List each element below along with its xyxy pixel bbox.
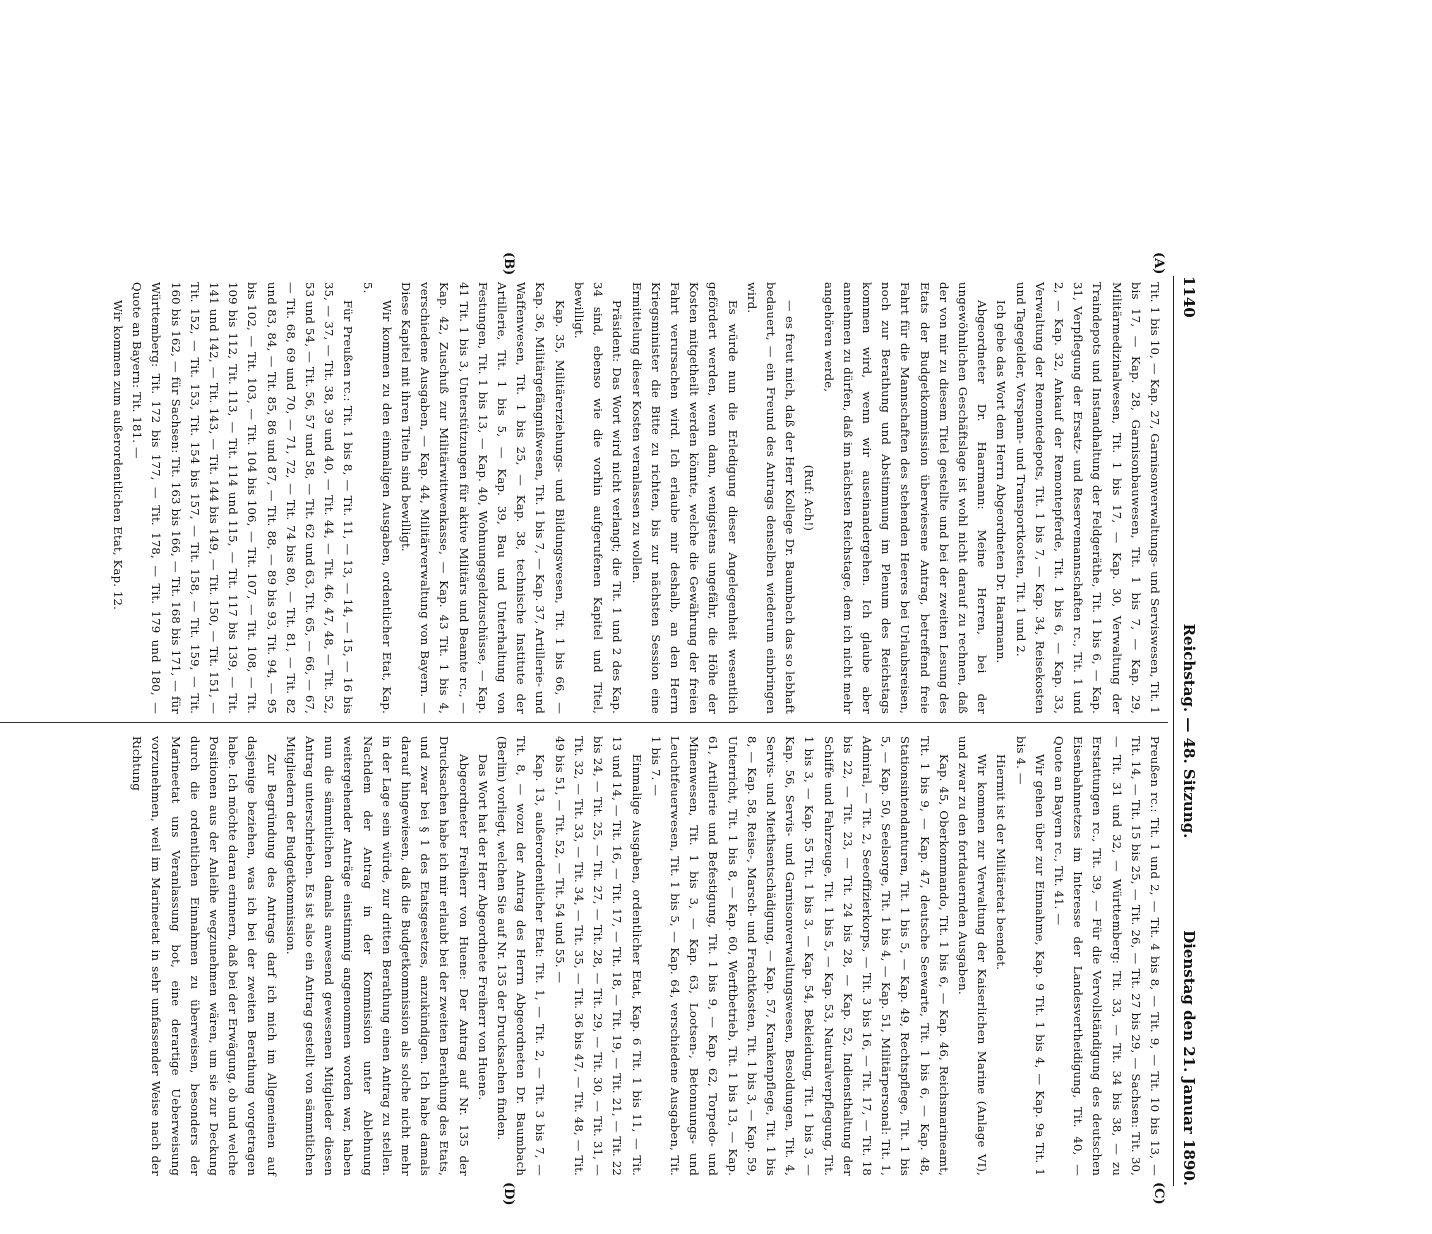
margin-mark-c: (C): [1151, 1182, 1166, 1205]
paragraph: Preußen rc.: Tit. 1 und 2, — Tit. 4 bis 8, — Tit. 9, — Tit. 10 bis 13, — Tit. 14, — Tit. 15 bis 25, — Tit. 26, — Tit. 27 bis 29, — Sachsen: Tit. 30, — Tit. 31 und 32, — Württemberg: Tit. 33, — Tit. 34 bis 38, — zu Erstattungen rc., Tit. 39, — Für die Vervollständigung des deutschen Eisenbahnnetzes im Interesse der Landesvertheidigung, Tit. 40, — Quote an Bayern rc., Tit. 41. —: [1051, 736, 1162, 1176]
paragraph: Zur Begründung des Antrags darf ich mich im Allgemeinen auf dasjenige beziehen, was ich bei der zweiten Berathung vorgetragen habe. Ich möchte daran erinnern, daß bei der Erwägung, ob und welche Positionen aus der Anleihe wegzunehmen wären, um sie zur Deckung durch die ordentlichen Einnahmen zu überweisen, besonders der Marineetat uns Veranlassung bot, eine derartige Ueberweisung vorzunehmen, weil im Marineetat in sehr umfassender Weise nach der Richtung: [130, 736, 279, 1176]
page-date: Dienstag den 21. Januar 1890.: [1180, 930, 1198, 1186]
page-number: 1140: [1180, 276, 1198, 318]
paragraph: Einmalige Ausgaben, ordentlicher Etat, Kap. 6 Tit. 1 bis 11, — Tit. 13 und 14, — Tit. 16, — Tit. 17, — Tit. 18, — Tit. 19, — Tit. 21, — Tit. 22 bis 24, — Tit. 25, — Tit. 27, — Tit. 28, — Tit. 29, — Tit. 30, — Tit. 31, — Tit. 32, — Tit. 33, — Tit. 34, — Tit. 35, — Tit. 36 bis 47, — Tit. 48, — Tit. 49 bis 51, — Tit. 52, — Tit. 54 und 55. —: [552, 736, 644, 1176]
page-header: [1178, 276, 1198, 1186]
paragraph: Ich gebe das Wort dem Herrn Abgeordneten Dr. Haarmann.: [994, 300, 1009, 664]
paragraph: Präsident: Das Wort wird nicht verlangt; die Tit. 1 und 2 des Kap. 34 sind, ebenso wie die vorhin aufgerufenen Kapitel und Titel, bewilligt.: [571, 282, 625, 714]
paragraph: — es freut mich, daß der Herr Kollege Dr. Baumbach das so lebhaft bedauert, — ein Freund des Antrags denselben wiederum einbringen wird.: [744, 282, 798, 714]
paragraph: Wir kommen zur Verwaltung der Kaiserlichen Marine (Anlage VI), und zwar zu den fortdauernden Ausgaben.: [955, 736, 990, 1176]
page-title: Reichstag. — 48. Sitzung.: [1180, 623, 1198, 839]
paragraph: Wir gehen über zur Einnahme, Kap. 9 Tit. 1 bis 4, — Kap. 9a Tit. 1 bis 4. —: [1013, 736, 1047, 1176]
paragraph: Wir kommen zum außerordentlichen Etat, Kap. 12.: [111, 300, 126, 611]
paragraph: Kap. 13, außerordentlicher Etat: Tit. 1, — Tit. 2, — Tit. 3 bis 7, — Tit. 8, — wozu der Antrag des Herrn Abgeordneten Dr. Baumbach (Berlin) vorliegt, welchen Sie auf Nr. 135 der Drucksachen finden.: [495, 736, 548, 1176]
header-rule: [1173, 276, 1174, 1186]
paragraph: Das Wort hat der Herr Abgeordnete Freiherr von Huene.: [475, 754, 490, 1101]
margin-mark-d: (D): [501, 1182, 516, 1206]
interjection: (Ruf: Ach!): [802, 464, 817, 532]
paragraph: Es würde nun die Erledigung dieser Angelegenheit wesentlich gefördert werden, wenn dann, wenigstens ungefähr, die Höhe der Kosten mitgetheilt werden könnte, welche die Gewährung der freien Fahrt verursachen wird. Ich erlaube mir deshalb, an den Herrn Kriegsminister die Bitte zu richten, bis zur nächsten Session eine Ermittelung dieser Kosten veranlassen zu wollen.: [629, 282, 740, 714]
right-column: [127, 736, 1164, 1176]
left-column: [108, 282, 1164, 714]
paragraph: Tit. 1 bis 10, — Kap. 27, Garnisonverwaltungs- und Serviswesen, Tit. 1 bis 17, — Kap. 28, Garnisonbauwesen, Tit. 1 bis 7, — Kap. 29, Militärmedizinalwesen, Tit. 1 bis 17, — Kap. 30, Verwaltung der Traindepots und Instandhaltung der Feldgeräthe, Tit. 1 bis 6, — Kap. 31, Verpflegung der Ersatz- und Reservemannschaften rc., Tit. 1 und 2, — Kap. 32, Ankauf der Remontepferde, Tit. 1 bis 6, — Kap. 33, Verwaltung der Remontedepots, Tit. 1 bis 7, — Kap. 34, Reisekosten und Tagegelder, Vorspann- und Transportkosten, Tit. 1 und 2.: [1013, 282, 1162, 714]
paragraph: Abgeordneter Freiherr von Huene: Der Antrag auf Nr. 135 der Drucksachen habe ich mir erlaubt bei der zweiten Berathung des Etats, und zwar bei § 1 des Etatsgesetzes, anzukündigen. Ich habe damals darauf hingewiesen, daß die Budgetkommission als solche nicht mehr in der Lage sein würde, zur dritten Berathung einen Antrag zu stellen. Nachdem der Antrag in der Kommission unter Ablehnung weitergehender Anträge einstimmig angenommen worden war, haben nun die sämmtlichen damals anwesend gewesenen Mitglieder diesen Antrag unterschrieben. Es ist also ein Antrag gestellt von sämmtlichen Mitgliedern der Budgetkommission.: [283, 736, 471, 1176]
paragraph: Kap. 45, Oberkommando, Tit. 1 bis 6, — Kap. 46, Reichsmarineamt, Tit. 1 bis 9, — Kap. 47, deutsche Seewarte, Tit. 1 bis 6, — Kap. 48, Stationsintendanturen, Tit. 1 bis 5, — Kap. 49, Rechtspflege, Tit. 1 bis 5, — Kap. 50, Seelsorge, Tit. 1 bis 4, — Kap. 51, Militärpersonal: Tit. 1, Admiral, — Tit. 2, Seeoffizierkorps, — Tit. 3 bis 16, — Tit. 17, — Tit. 18 bis 22, — Tit. 23, — Tit. 24 bis 28, — Kap. 52, Indiensthaltung der Schiffe und Fahrzeuge, Tit. 1 bis 5, — Kap. 53, Naturalverpflegung, Tit. 1 bis 3, — Kap. 55 Tit. 1 bis 3, — Kap. 54, Bekleidung, Tit. 1 bis 3, — Kap. 56, Servis- und Garnisonverwaltungswesen, Besoldungen, Tit. 4, Servis- und Miethsentschädigung, — Kap. 57, Krankenpflege, Tit. 1 bis 8, — Kap. 58, Reise-, Marsch- und Frachtkosten, Tit. 1 bis 3, — Kap. 59, Unterricht, Tit. 1 bis 8, — Kap. 60, Werftbetrieb, Tit. 1 bis 13, — Kap. 61, Artillerie und Befestigung, Tit. 1 bis 9, — Kap. 62, Torpedo- und Minenwesen, Tit. 1 bis 3, — Kap. 63, Lootsen-, Betonnungs- und Leuchtfeuerwesen, Tit. 1 bis 5, — Kap. 64, verschiedene Ausgaben, Tit. 1 bis 7. —: [648, 736, 951, 1176]
paragraph: Wir kommen zu den einmaligen Ausgaben, ordentlicher Etat, Kap. 5.: [360, 282, 394, 714]
margin-mark-a: (A): [1151, 252, 1166, 275]
paragraph: Kap. 35, Militärerziehungs- und Bildungswesen, Tit. 1 bis 66, — Kap. 36, Militärgefängnißwesen, Tit. 1 bis 7, — Kap. 37, Artillerie- und Waffenwesen, Tit. 1 bis 25, — Kap. 38, technische Institute der Artillerie, Tit. 1 bis 5, — Kap. 39, Bau und Unterhaltung von Festungen, Tit. 1 bis 13, — Kap. 40, Wohnungsgeldzuschüsse, — Kap. 41 Tit. 1 bis 3, Unterstützungen für aktive Militärs und Beamte rc., — Kap. 42, Zuschuß zur Militärwittwenkasse, — Kap. 43 Tit. 1 bis 4, verschiedene Ausgaben, — Kap. 44, Militärverwaltung von Bayern. — Diese Kapitel mit ihren Titeln sind bewilligt.: [399, 282, 567, 714]
paragraph: Abgeordneter Dr. Haarmann: Meine Herren, bei der ungewöhnlichen Geschäftslage ist wohl nicht darauf zu rechnen, daß der von mir zu diesem Titel gestellte und bei der zweiten Lesung des Etats der Budgetkommission überwiesene Antrag, betreffend freie Fahrt für die Mannschaften des stehenden Heeres bei Urlaubsreisen, noch zur Berathung und Abstimmung im Plenum des Reichstags kommen wird, wenn wir auseinandergehen. Ich glaube aber annehmen zu dürfen, daß im nächsten Reichstage, dem ich nicht mehr angehören werde,: [821, 282, 990, 714]
column-divider: [0, 722, 1168, 723]
rotated-page: [0, 216, 1216, 1216]
margin-mark-b: (B): [501, 252, 516, 276]
paragraph: Für Preußen rc.: Tit. 1 bis 8, — Tit. 11, — 13, — 14, — 15, — 16 bis 35, — 37, — Tit. 38, 39 und 40, — Tit. 44, — Tit. 46, 47, 48, — Tit. 52, 53 und 54, — Tit. 56, 57 und 58, — Tit. 62 und 63, Tit. 65, — 66, — 67, — Tit. 68, 69 und 70, — 71, 72, — Tit. 74 bis 80, — Tit. 81, — Tit. 82 und 83, 84, — Tit. 85, 86 und 87, — Tit. 88, — 89 bis 93, Tit. 94, — 95 bis 102, — Tit. 103, — Tit. 104 bis 106, — Tit. 107, — Tit. 108, — Tit. 109 bis 112, Tit. 113, — Tit. 114 und 115, — Tit. 117 bis 139, — Tit. 141 und 142, — Tit. 143, — Tit. 144 bis 149, — Tit. 150, — Tit. 151, — Tit. 152, — Tit. 153, Tit. 154 bis 157, — Tit. 158, — Tit. 159, — Tit. 160 bis 162, — für Sachsen: Tit. 163 bis 166, — Tit. 168 bis 171, — für Württemberg: Tit. 172 bis 177, — Tit. 178, — Tit. 179 und 180, — Quote an Bayern: Tit. 181. —: [130, 282, 356, 714]
paragraph: Hiermit ist der Militäretat beendet.: [994, 754, 1009, 971]
document-page: [0, 216, 1216, 1216]
